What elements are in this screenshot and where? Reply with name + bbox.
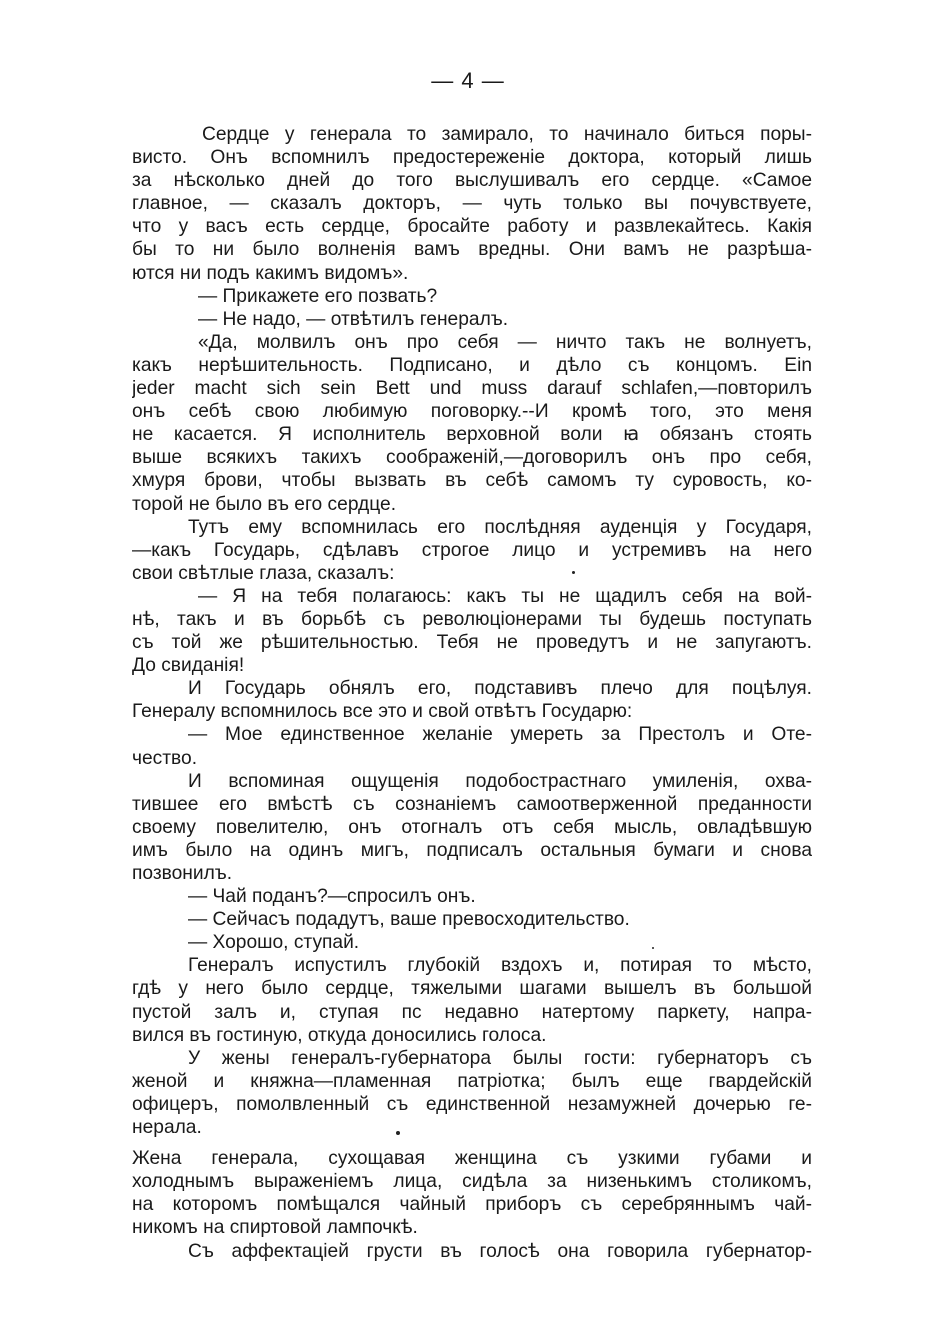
text-line: — Хорошо, ступай. (188, 932, 360, 954)
ink-speck (396, 1131, 400, 1135)
text-line: Генералу вспомнилось все это и свой отвѣтъ Государю: (132, 701, 633, 723)
text-line: женой и княжна—пламенная патріотка; былъ еще гвардейскій (132, 1070, 812, 1092)
text-line: офицеръ, помолвленный съ единственной незамужней дочерью ге- (132, 1093, 812, 1115)
text-line: съ той же рѣшительностью. Тебя не проведутъ и не запугаютъ. (132, 632, 812, 654)
text-line: бы то ни было волненія вамъ вредны. Они вамъ не разрѣша- (132, 239, 812, 261)
text-line: До свиданія! (132, 655, 245, 677)
text-line: — Сейчасъ подадутъ, ваше превосходительство. (188, 909, 630, 931)
text-line: И вспоминая ощущенія подобострастнаго умиленія, охва- (188, 770, 812, 792)
text-line: нѣ, такъ и въ борьбѣ съ революціонерами ты будешь поступать (132, 608, 812, 630)
text-line: пустой залъ и, ступая пс недавно натертому паркету, напра- (132, 1001, 812, 1023)
text-line: вился въ гостиную, откуда доносились голоса. (132, 1024, 547, 1046)
page-number: — 4 — (431, 68, 505, 93)
text-line: холоднымъ выраженіемъ лица, сидѣла за низенькимъ столикомъ, (132, 1171, 812, 1193)
text-line: нерала. (132, 1117, 202, 1139)
text-line: не касается. Я исполнитель верховной воли ꙗ обязанъ стоять (132, 424, 812, 446)
text-line: за нѣсколько дней до того выслушивалъ его сердце. «Самое (132, 170, 812, 192)
text-line: «Да, молвилъ онъ про себя — ничто такъ не волнуетъ, (198, 331, 812, 353)
text-line: что у васъ есть сердце, бросайте работу и развлекайтесь. Какія (132, 216, 812, 238)
ink-speck (652, 947, 654, 949)
text-line: — Прикажете его позвать? (198, 285, 438, 307)
text-line: висто. Онъ вспомнилъ предостереженіе доктора, который лишь (132, 147, 812, 169)
text-line: И Государь обнялъ его, подставивъ плечо для поцѣлуя. (188, 678, 812, 700)
text-line: онъ себѣ свою любимую поговорку.--И кромѣ того, это меня (132, 401, 812, 423)
text-line: У жены генералъ-губернатора былы гости: губернаторъ съ (188, 1047, 812, 1069)
text-line: никомъ на спиртовой лампочкѣ. (132, 1217, 418, 1239)
text-line: Генералъ испустилъ глубокій вздохъ и, потирая то мѣсто, (188, 955, 812, 977)
text-line: тившее его вмѣстѣ съ сознаніемъ самоотверженной преданности (132, 793, 812, 815)
text-line: гдѣ у него было сердце, тяжелыми шагами вышелъ въ большой (132, 978, 812, 1000)
text-line: торой не было въ его сердце. (132, 493, 397, 515)
text-line: — Мое единственное желаніе умереть за Престолъ и Оте- (188, 724, 812, 746)
text-line: какъ нерѣшительность. Подписано, и дѣло съ концомъ. Ein (132, 354, 812, 376)
text-line: выше всякихъ такихъ соображеній,—договорилъ онъ про себя, (132, 447, 812, 469)
text-line: — Не надо, — отвѣтилъ генералъ. (198, 308, 509, 330)
text-line: имъ было на одинъ мигъ, подписалъ остальныя бумаги и снова (132, 839, 812, 861)
text-line: ются ни подъ какимъ видомъ». (132, 262, 409, 284)
text-line: своему повелителю, онъ отогналъ отъ себя мысль, овладѣвшую (132, 816, 812, 838)
text-line: хмуря брови, чтобы вызвать въ себѣ самомъ ту суровость, ко- (132, 470, 812, 492)
text-line: Съ аффектаціей грусти въ голосѣ она говорила губернатор- (188, 1240, 812, 1262)
text-line: —какъ Государь, сдѣлавъ строгое лицо и устремивъ на него (132, 539, 812, 561)
text-line: — Чай поданъ?—спросилъ онъ. (188, 886, 476, 908)
text-line: на которомъ помѣщался чайный приборъ съ серебряннымъ чай- (132, 1194, 812, 1216)
body-text (132, 123, 812, 1263)
text-line: Жена генерала, сухощавая женщина съ узкими губами и (132, 1148, 812, 1170)
text-line: чество. (132, 747, 198, 769)
ink-speck (572, 571, 575, 574)
text-line: jeder macht sich sein Bett und muss darauf schlafen,—повторилъ (132, 378, 812, 400)
text-line: Сердце у генерала то замирало, то начинало биться поры- (202, 124, 812, 145)
text-line: Тутъ ему вспомнилась его послѣдняя ауденція у Государя, (188, 516, 812, 538)
text-line: свои свѣтлые глаза, сказалъ: (132, 562, 395, 584)
text-line: главное, — сказалъ докторъ, — чуть только вы почувствуете, (132, 193, 812, 215)
text-line: — Я на тебя полагаюсь: какъ ты не щадилъ себя на вой- (198, 585, 812, 607)
text-line: позвонилъ. (132, 863, 233, 884)
